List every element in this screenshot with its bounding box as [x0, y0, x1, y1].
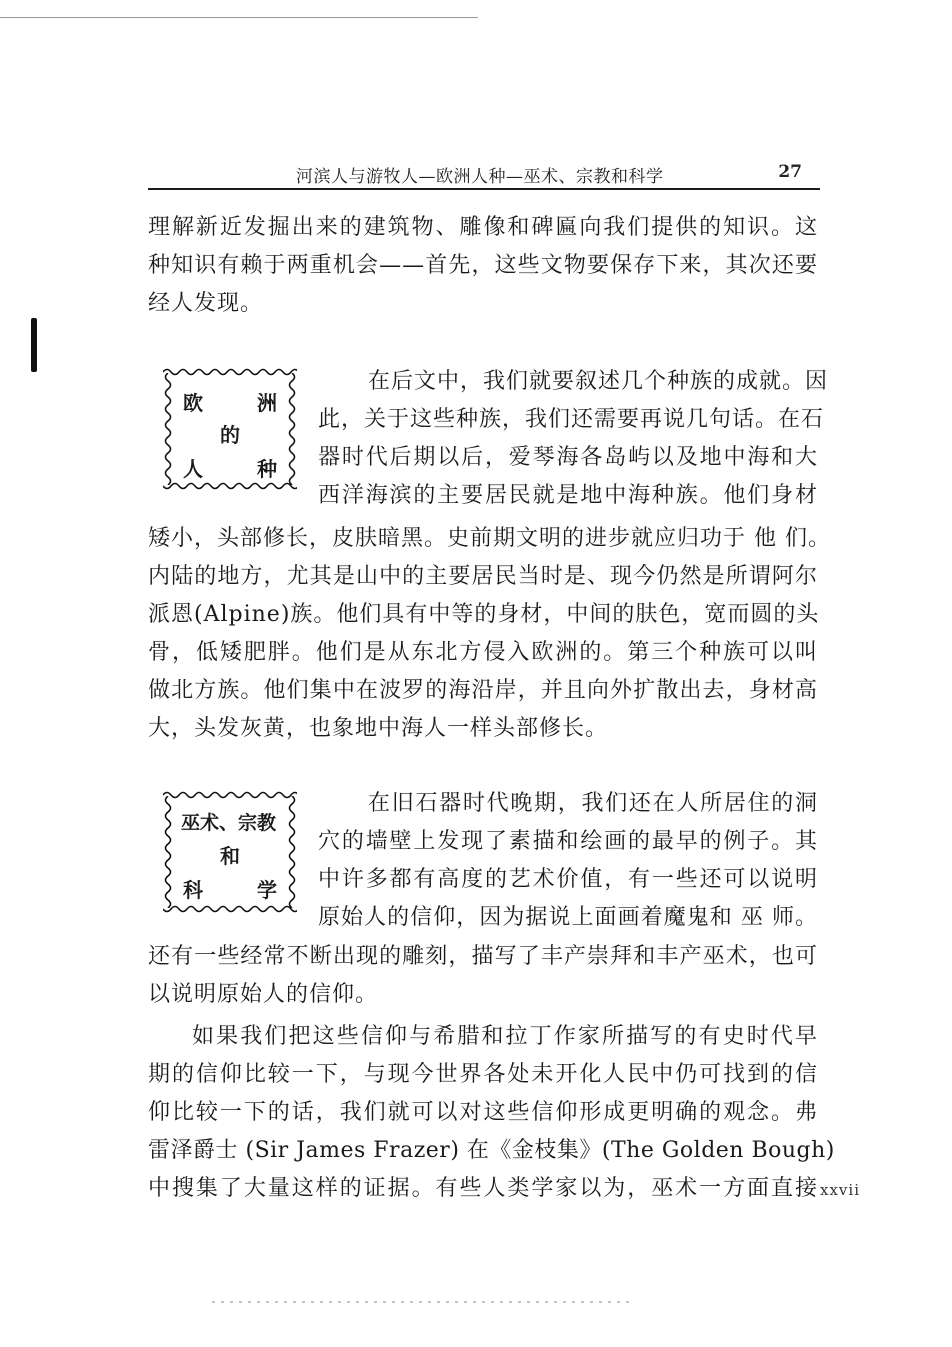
intro-line-3: 经人发现。 [148, 291, 264, 316]
final-line-2: 期的信仰比较一下，与现今世界各处未开化人民中仍可找到的信 [148, 1062, 818, 1087]
sidebox-label: 和 [220, 844, 241, 868]
sidebox-label: 巫术、宗教 [181, 812, 277, 834]
sidebox-label: 种 [257, 457, 278, 481]
intro-line-1: 理解新近发掘出来的建筑物、雕像和碑匾向我们提供的知识。这 [148, 215, 818, 240]
sidebox-label: 人 [183, 457, 204, 481]
top-scan-rule [0, 17, 478, 18]
races-line-6: 内陆的地方，尤其是山中的主要居民当时是、现今仍然是所谓阿尔 [148, 564, 818, 589]
sidebox-label: 洲 [257, 391, 278, 415]
wavy-border-right [287, 796, 297, 908]
final-line-4: 雷泽爵士 (Sir James Frazer) 在《金枝集》(The Golden Bough) [148, 1138, 835, 1163]
running-header [148, 158, 818, 188]
wavy-border-left [163, 373, 173, 485]
magic-line-5: 还有一些经常不断出现的雕刻，描写了丰产崇拜和丰产巫术，也可 [148, 944, 818, 969]
header-title: 河滨人与游牧人—欧洲人种—巫术、宗教和科学 [296, 167, 664, 187]
margin-page-note: xxvii [820, 1181, 860, 1199]
races-line-2: 此，关于这些种族，我们还需要再说几句话。在石 [318, 407, 825, 432]
sidebox-label: 欧 [183, 391, 204, 415]
sidebox-european-races [163, 367, 297, 491]
wavy-border-left [163, 796, 173, 908]
magic-line-6: 以说明原始人的信仰。 [148, 982, 379, 1007]
magic-line-1: 在旧石器时代晚期，我们还在人所居住的洞 [368, 791, 818, 816]
races-line-8: 骨，低矮肥胖。他们是从东北方侵入欧洲的。第三个种族可以叫 [148, 640, 818, 665]
footer-scan-dots [212, 1301, 632, 1303]
wavy-border-bottom [163, 481, 297, 491]
wavy-border-bottom [163, 904, 297, 914]
wavy-border-top [163, 367, 297, 377]
magic-line-3: 中许多都有高度的艺术价值，有一些还可以说明 [318, 867, 818, 892]
sidebox-label: 的 [220, 423, 241, 447]
final-line-1: 如果我们把这些信仰与希腊和拉丁作家所描写的有史时代早 [192, 1024, 818, 1049]
wavy-border-right [287, 373, 297, 485]
races-line-9: 做北方族。他们集中在波罗的海沿岸，并且向外扩散出去，身材高 [148, 678, 818, 703]
final-line-3: 仰比较一下的话，我们就可以对这些信仰形成更明确的观念。弗 [148, 1100, 818, 1125]
sidebox-magic-religion-science [163, 790, 297, 914]
races-line-7: 派恩(Alpine)族。他们具有中等的身材，中间的肤色，宽而圆的头 [148, 602, 820, 627]
sidebox-label: 学 [257, 878, 278, 902]
final-line-5: 中搜集了大量这样的证据。有些人类学家以为，巫术一方面直接 [148, 1176, 818, 1201]
wavy-border-top [163, 790, 297, 800]
races-line-4: 西洋海滨的主要居民就是地中海种族。他们身材 [318, 483, 818, 508]
magic-line-4: 原始人的信仰，因为据说上面画着魔鬼和 巫 师。 [318, 905, 818, 930]
magic-line-2: 穴的墙壁上发现了素描和绘画的最早的例子。其 [318, 829, 818, 854]
scan-margin-mark [31, 318, 37, 372]
races-line-3: 器时代后期以后，爱琴海各岛屿以及地中海和大 [318, 445, 818, 470]
header-rule [148, 188, 820, 190]
races-line-10: 大，头发灰黄，也象地中海人一样头部修长。 [148, 716, 609, 741]
page-number: 27 [778, 162, 802, 182]
sidebox-label: 科 [183, 878, 204, 902]
intro-line-2: 种知识有赖于两重机会——首先，这些文物要保存下来，其次还要 [148, 253, 818, 278]
races-line-5: 矮小，头部修长，皮肤暗黑。史前期文明的进步就应归功于 他 们。 [148, 526, 831, 551]
races-line-1: 在后文中，我们就要叙述几个种族的成就。因 [368, 369, 829, 394]
